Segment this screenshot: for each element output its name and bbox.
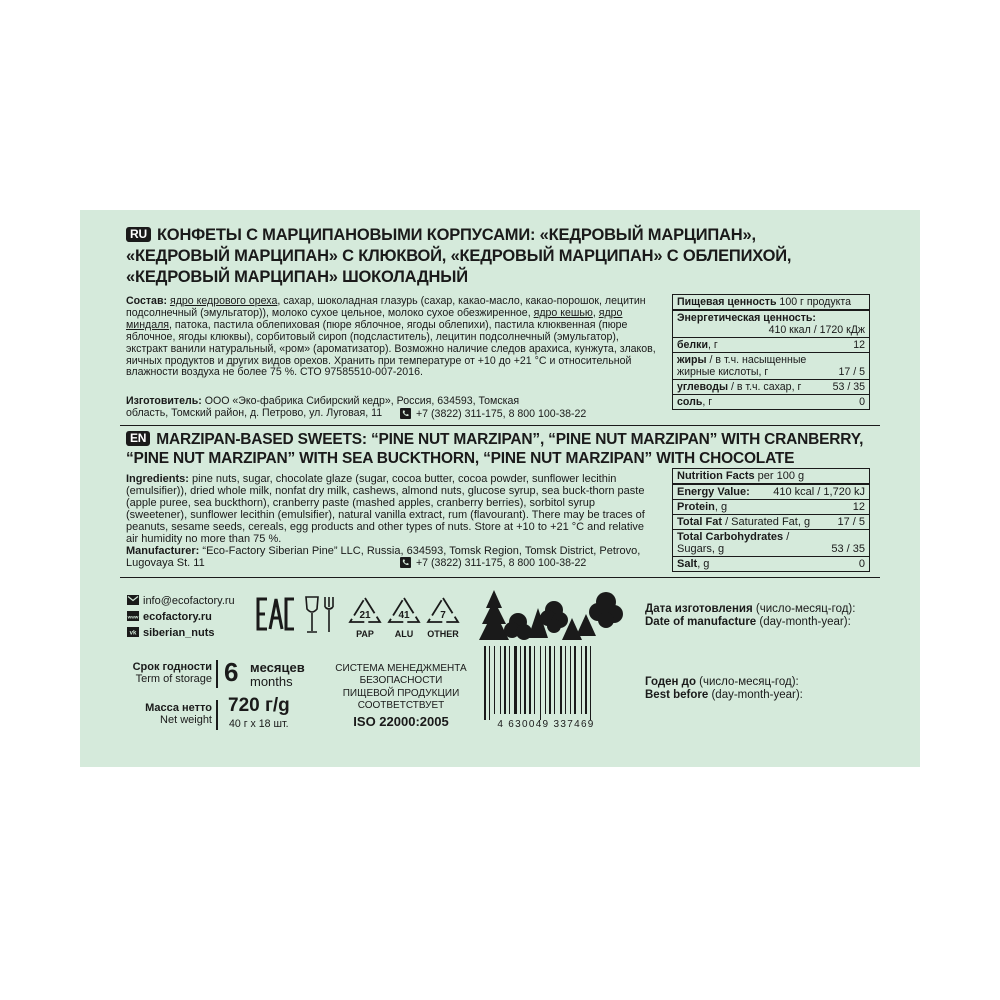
ru-composition [126,296,658,379]
contacts [127,593,235,641]
glass-fork-icon [303,595,337,635]
recycle-num: 21 [359,610,371,621]
recycle-num: 7 [440,610,446,621]
ru-composition-sep: , [592,306,599,319]
email-text: info@ecofactory.ru [143,595,235,607]
en-phone [400,557,586,569]
en-title-line-1: MARZIPAN-BASED SWEETS: “PINE NUT MARZIPAN”, “PINE NUT MARZIPAN” WITH CRANBERRY, [156,431,864,448]
phone-icon [400,557,411,568]
en-energy-value: 410 kcal / 1,720 kJ [773,486,865,498]
ru-title-line-3: «КЕДРОВЫЙ МАРЦИПАН» ШОКОЛАДНЫЙ [126,268,468,286]
website-contact[interactable] [127,609,235,625]
recycle-code: ALU [394,629,414,639]
ru-composition-label: Состав: [126,295,167,307]
en-fat-value: 17 / 5 [837,516,865,528]
en-protein-row [673,500,869,515]
recycle-triangle-icon [387,596,421,624]
ru-title-line-2: «КЕДРОВЫЙ МАРЦИПАН» С КЛЮКВОЙ, «КЕДРОВЫЙ МАРЦИПАН» С ОБЛЕПИХОЙ, [126,247,792,265]
haccp-line: СИСТЕМА МЕНЕДЖМЕНТА [335,663,467,674]
en-language-tag: EN [126,431,150,446]
mfg-format-en: (day-month-year): [756,616,851,628]
storage-separator [216,660,218,688]
ru-nutrition-per: 100 г продукта [776,296,851,308]
ru-carb-value: 53 / 35 [832,381,865,393]
ru-nutrition-table [672,294,870,410]
en-title [126,430,916,468]
storage-unit [250,661,305,689]
section-divider-2 [120,577,880,578]
en-nutrition-per: per 100 g [754,470,805,482]
ru-salt-label: соль [677,396,703,408]
en-nutrition-header [673,469,869,485]
best-format-ru: (число-месяц-год): [695,676,799,688]
ru-phone-number: +7 (3822) 311-175, 8 800 100-38-22 [416,408,587,420]
best-label-ru: Годен до [645,676,696,688]
en-ingredients-label: Ingredients: [126,473,189,485]
en-protein-unit: , g [714,501,728,513]
storage-unit-ru: месяцев [250,660,305,675]
weight-label-en: Net weight [160,714,212,726]
en-energy-label: Energy Value: [677,486,750,498]
en-carb-rest: / [783,531,790,543]
en-salt-row [673,557,869,571]
en-carb-label: Total Carbohydrates [677,531,784,543]
best-format-en: (day-month-year): [708,689,803,701]
ru-energy-value: 410 ккал / 1720 кДж [768,324,865,336]
ru-carb-row [673,380,869,395]
en-fat-label: Total Fat [677,516,723,528]
en-manufacturer-label: Manufacturer: [126,545,200,557]
best-before-date [645,676,803,702]
en-salt-label: Salt [677,558,698,570]
ru-fat-rest-2: жирные кислоты, г [677,366,769,378]
vk-text: siberian_nuts [143,627,215,639]
www-icon [127,611,139,621]
weight-label-ru: Масса нетто [145,702,212,714]
en-protein-label: Protein [677,501,715,513]
food-contact-mark [303,595,337,635]
weight-detail: 40 г х 18 шт. [229,718,289,730]
ru-fat-label: жиры [677,354,707,366]
ru-title-line-1: КОНФЕТЫ С МАРЦИПАНОВЫМИ КОРПУСАМИ: «КЕДРОВЫЙ МАРЦИПАН», [156,226,756,244]
ru-composition-text-2: , патока, пастила облепиховая (пюре яблочное, ягоды облепихи), пастила клюквенная (пюре яблочное, ягоды клюквы), сорбитовый сироп (подсластитель), лецитин подсолнечный (эмульгатор), экстракт ванили натуральный, «ром» (ароматизатор). Возможно наличие следов арахиса, кунжута, злаков, яичных продуктов и других видов орехов. Хранить при температуре от +10 до +21 °С и относительной влажности воздуха не более 75 %. СТО 97585510-007-2016. [126,318,656,379]
mail-icon [127,595,139,605]
storage-labels [126,661,212,685]
recycle-other [423,596,463,639]
mfg-label-ru: Дата изготовления [645,603,753,615]
mfg-format-ru: (число-месяц-год): [752,603,856,615]
ru-nutrition-title: Пищевая ценность [677,296,777,308]
weight-separator [216,700,218,730]
ru-salt-value: 0 [859,396,865,408]
email-contact[interactable] [127,593,235,609]
ru-manufacturer-text: ООО «Эко-фабрика Сибирский кедр», Россия, 634593, Томская область, Томский район, д. Петрово, ул. Луговая, 11 [126,395,520,419]
website-text: ecofactory.ru [143,611,212,623]
storage-label-en: Term of storage [135,673,212,685]
en-carb-rest-2: Sugars, g [677,543,725,555]
ru-protein-unit: , г [707,339,718,351]
ru-salt-row [673,395,869,409]
ru-title [126,225,906,288]
ru-phone [400,408,586,420]
svg-text:vk: vk [129,630,137,637]
weight-labels [126,702,212,726]
ru-protein-value: 12 [853,339,865,351]
manufacture-date [645,603,855,629]
ru-protein-label: белки [677,339,708,351]
ru-carb-rest: / в т.ч. сахар, г [728,381,802,393]
haccp-line: БЕЗОПАСНОСТИ [359,675,443,687]
weight-value: 720 г/g [228,695,290,716]
en-salt-unit: , g [697,558,710,570]
eac-mark [256,596,296,632]
en-energy-row [673,485,869,500]
en-ingredients-text: pine nuts, sugar, chocolate glaze (sugar, cocoa butter, cocoa powder, sunflower lecithin (emulsifier)), dried whole milk, nonfat dry milk, cashews, almond nuts, glucose syrup, sea buck-thorn paste (apple puree, sea buckthorn), cranberry paste (mashed apples, cranberry berries), sorbitol syrup (sweetener), sunflower lecithin (emulsifier), natural vanilla extract, rum (flavourant). There may be traces of peanuts, sesame seeds, cereals, egg products and other types of nuts. Store at +10 to +21 °C and relative air humidity no more than 75 %. [126,473,645,545]
haccp-line: ПИЩЕВОЙ ПРОДУКЦИИ [342,687,460,699]
en-phone-number: +7 (3822) 311-175, 8 800 100-38-22 [416,557,587,569]
storage-unit-en: months [250,674,293,689]
en-fat-rest: / Saturated Fat, g [722,516,811,528]
svg-text:www: www [127,614,139,620]
ru-energy-label: Энергетическая ценность: [677,312,816,324]
section-divider-1 [120,425,880,426]
recycle-triangle-icon [426,596,460,624]
en-carb-row [673,530,869,557]
ru-composition-text-1: , сахар, шоколадная глазурь (сахар, какао-масло, какао-порошок, лецитин подсолнечный (эмульгатор)), молоко сухое цельное, молоко сухое обезжиренное, [126,295,646,319]
vk-contact[interactable] [127,625,235,641]
recycle-pap [345,596,385,639]
haccp-line: СООТВЕТСТВУЕТ [357,699,445,711]
barcode-digits: 4 630049 337469 [497,719,595,730]
recycle-triangle-icon [348,596,382,624]
en-nutrition-table [672,468,870,572]
ru-energy-row [673,311,869,338]
best-label-en: Best before [645,689,709,701]
en-carb-value: 53 / 35 [831,543,865,555]
ru-allergen-almond: ядро миндаля [126,306,623,331]
ru-language-tag: RU [126,227,151,242]
haccp-block [330,663,472,730]
forest-barcode [474,588,624,738]
eac-icon [256,596,296,632]
ru-allergen-pine: ядро кедрового ореха [169,295,278,307]
ru-fat-rest: / в т.ч. насыщенные [706,354,807,366]
iso-standard: ISO 22000:2005 [353,714,449,730]
en-manufacturer-text: “Eco-Factory Siberian Pine” LLC, Russia, 634593, Tomsk Region, Tomsk District, Petrovo, Lugovaya St. 11 [126,545,641,569]
ru-fat-row [673,353,869,380]
en-title-line-2: “PINE NUT MARZIPAN” WITH SEA BUCKTHORN, “PINE NUT MARZIPAN” WITH CHOCOLATE [126,450,795,467]
en-salt-value: 0 [858,558,865,570]
phone-icon [400,408,411,419]
en-protein-value: 12 [852,501,865,513]
recycle-num: 41 [398,610,410,621]
storage-value: 6 [224,657,239,687]
vk-icon [127,627,139,637]
ru-nutrition-header [673,295,869,311]
recycle-code: OTHER [427,629,459,639]
en-nutrition-title: Nutrition Facts [677,470,755,482]
forest-barcode-icon [474,588,624,738]
ru-carb-label: углеводы [677,381,728,393]
en-fat-row [673,515,869,530]
ru-fat-value: 17 / 5 [838,366,865,378]
ru-manufacturer-label: Изготовитель: [126,395,202,407]
ru-allergen-cashew: ядро кешью [533,306,593,319]
storage-label-ru: Срок годности [132,661,212,673]
ru-protein-row [673,338,869,353]
recycle-alu [384,596,424,639]
mfg-label-en: Date of manufacture [645,616,757,628]
en-ingredients [126,473,658,569]
ru-salt-unit: , г [702,396,713,408]
recycle-code: PAP [356,629,374,639]
